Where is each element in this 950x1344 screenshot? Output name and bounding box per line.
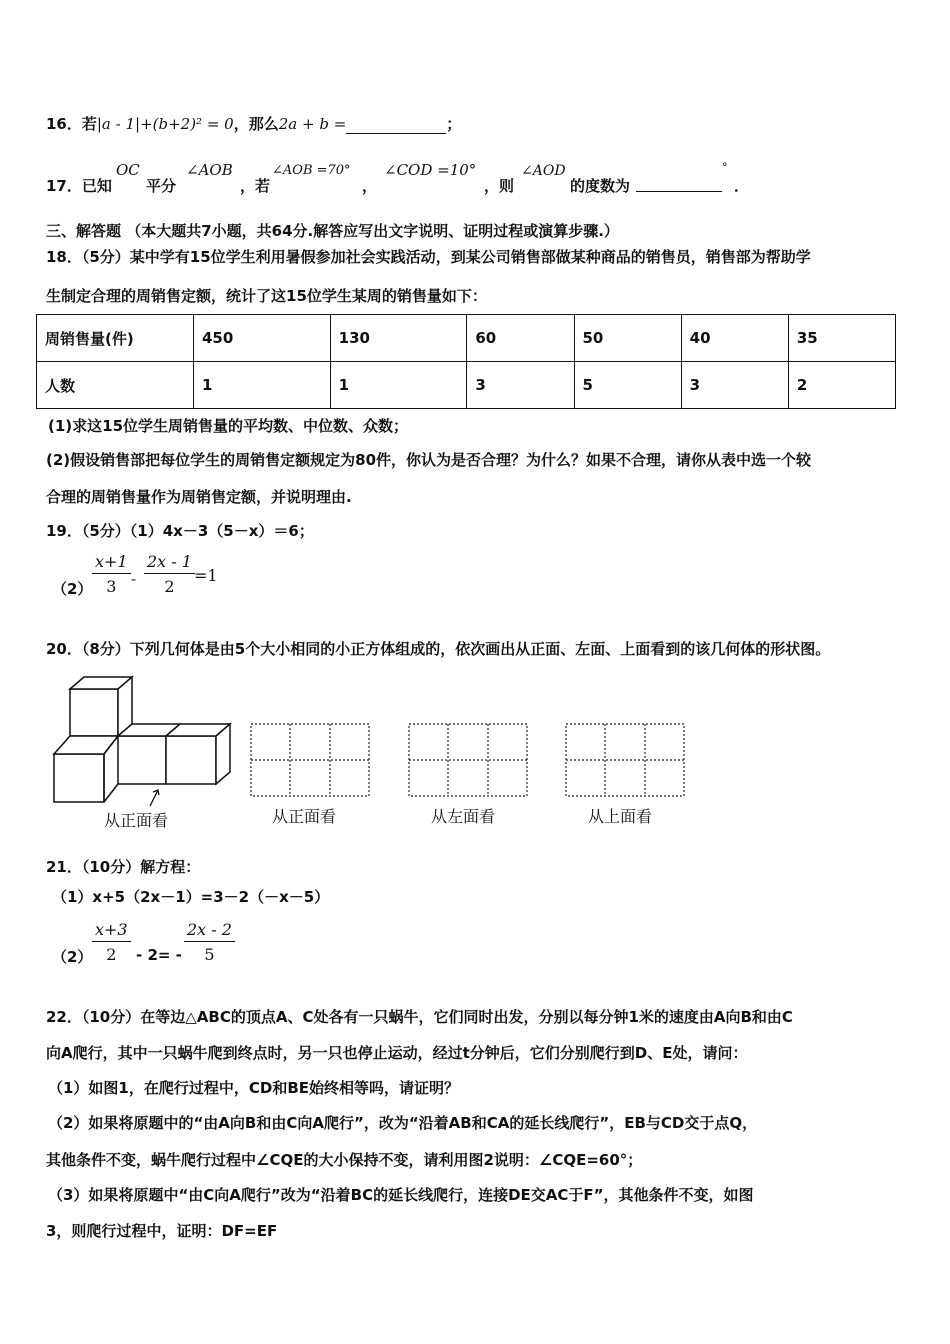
question-22-part-1: （1）如图1，在爬行过程中，CD和BE始终相等吗，请证明？ — [48, 1079, 460, 1097]
q21-fraction-2-numerator: 2x - 2 — [184, 920, 235, 942]
q17-text-3: ，则 — [484, 177, 515, 195]
q19-fraction-1-numerator: x+1 — [92, 552, 131, 574]
table-cell: 450 — [194, 315, 331, 362]
question-22-part-3: （3）如果将原题中“由C向A爬行”改为“沿着BC的延长线爬行，连接DE交AC于F”，其他条件不变，如图 — [48, 1186, 754, 1204]
question-18-part-2a: (2)假设销售部把每位学生的周销售定额规定为80件，你认为是否合理？为什么？如果不合理，请你从表中选一个较 — [46, 451, 812, 469]
grid-front-view[interactable] — [250, 723, 372, 799]
question-18-line-1: 18．（5分）某中学有15位学生利用暑假参加社会实践活动，到某公司销售部做某种商品的销售员，销售部为帮助学 — [46, 248, 811, 266]
question-18-part-1: (1)求这15位学生周销售量的平均数、中位数、众数； — [48, 417, 409, 435]
table-cell: 50 — [574, 315, 681, 362]
table-cell: 1 — [330, 362, 467, 409]
table-cell: 3 — [467, 362, 574, 409]
q16-label: 16．若 — [46, 115, 97, 133]
q21-fraction-2 — [184, 920, 235, 964]
q19-equals: =1 — [194, 566, 218, 585]
q19-minus: - — [131, 570, 137, 588]
caption-top-view: 从上面看 — [588, 807, 653, 826]
table-cell: 周销售量(件) — [37, 315, 194, 362]
q19-fraction-2 — [144, 552, 195, 596]
q16-expression: |a - 1|+(b+2)² = 0 — [96, 115, 234, 133]
q17-aod: ∠AOD — [521, 163, 566, 179]
q16-expression-2: 2a + b = — [278, 115, 347, 133]
question-20-line-1: 20．（8分）下列几何体是由5个大小相同的小正方体组成的，依次画出从正面、左面、上面看到的该几何体的形状图。 — [46, 640, 831, 658]
q17-text-1: 平分 — [146, 177, 177, 195]
cube-right-front — [166, 736, 216, 784]
grid-top-view[interactable] — [565, 723, 687, 799]
q16-text: ，那么 — [233, 115, 279, 133]
table-cell: 60 — [467, 315, 574, 362]
table-row — [37, 315, 896, 362]
cube-edge — [104, 784, 118, 802]
q19-fraction-1 — [92, 552, 131, 596]
q19-fraction-1-denominator: 3 — [106, 577, 117, 596]
table-cell: 2 — [788, 362, 895, 409]
question-22-part-3b: 3，则爬行过程中，证明：DF=EF — [46, 1222, 278, 1240]
q17-aob-70: ∠AOB =70° — [272, 163, 351, 178]
caption-front-view: 从正面看 — [272, 807, 337, 826]
question-21-line-1: 21．（10分）解方程： — [46, 858, 201, 876]
q21-fraction-1-denominator: 2 — [106, 945, 117, 964]
question-16 — [46, 113, 910, 134]
question-19-line-1: 19．（5分）（1）4x－3（5－x）＝6； — [46, 522, 314, 540]
table-cell: 130 — [330, 315, 467, 362]
q16-answer-blank[interactable] — [346, 117, 446, 134]
q17-end: ． — [734, 177, 750, 195]
question-17 — [46, 161, 910, 197]
q21-part-2-label: （2） — [52, 948, 93, 966]
question-21-part-1: （1）x+5（2x－1）=3－2（－x－5） — [52, 888, 330, 906]
table-cell: 3 — [681, 362, 788, 409]
q17-cod: ∠COD =10° — [384, 161, 477, 179]
table-cell: 40 — [681, 315, 788, 362]
question-18-line-2: 生制定合理的周销售定额，统计了这15位学生某周的销售量如下： — [46, 287, 487, 305]
question-22-part-2b: 其他条件不变，蜗牛爬行过程中∠CQE的大小保持不变，请利用图2说明：∠CQE=60°； — [46, 1151, 643, 1169]
question-19-part-2 — [52, 552, 910, 602]
question-22-part-2: （2）如果将原题中的“由A向B和由C向A爬行”，改为“沿着AB和CA的延长线爬行”，EB与CD交于点Q， — [48, 1114, 758, 1132]
q17-oc: OC — [116, 161, 140, 179]
question-21-part-2 — [52, 920, 910, 970]
q17-aob: ∠AOB — [186, 161, 233, 179]
table-cell: 5 — [574, 362, 681, 409]
q17-label: 17．已知 — [46, 177, 112, 195]
cube-top-front — [70, 689, 118, 736]
view-arrow — [150, 790, 158, 806]
table-cell: 35 — [788, 315, 895, 362]
q19-fraction-2-numerator: 2x - 1 — [144, 552, 195, 574]
q21-fraction-1 — [92, 920, 131, 964]
cube-bl-front — [54, 754, 104, 802]
cube-bl-top — [54, 736, 118, 754]
table-cell: 人数 — [37, 362, 194, 409]
sales-table — [36, 314, 896, 409]
cube-caption: 从正面看 — [104, 811, 169, 830]
q17-answer-blank[interactable] — [636, 175, 722, 192]
question-18-part-2b: 合理的周销售量作为周销售定额，并说明理由. — [46, 488, 352, 506]
table-cell: 1 — [194, 362, 331, 409]
question-22-line-2: 向A爬行，其中一只蜗牛爬到终点时，另一只也停止运动，经过t分钟后，它们分别爬行到D、E处，请问： — [46, 1044, 748, 1062]
cube-mid-front — [118, 736, 166, 784]
q19-fraction-2-denominator: 2 — [164, 577, 175, 596]
q21-fraction-2-denominator: 5 — [204, 945, 215, 964]
q21-fraction-1-numerator: x+3 — [92, 920, 131, 942]
q17-comma: ， — [362, 177, 378, 195]
q19-part-2-label: （2） — [52, 580, 93, 598]
q16-end: ； — [446, 115, 462, 133]
caption-left-view: 从左面看 — [431, 807, 496, 826]
q17-degree: ° — [722, 161, 728, 174]
q17-text-2: ，若 — [240, 177, 271, 195]
table-row — [37, 362, 896, 409]
grid-left-view[interactable] — [408, 723, 530, 799]
question-22-line-1: 22．（10分）在等边△ABC的顶点A、C处各有一只蜗牛，它们同时出发，分别以每分钟1米的速度由A向B和由C — [46, 1008, 793, 1026]
q17-text-4: 的度数为 — [570, 177, 631, 195]
q21-middle: - 2= - — [136, 946, 182, 964]
section-3-heading: 三、解答题 （本大题共7小题，共64分.解答应写出文字说明、证明过程或演算步骤.） — [46, 222, 619, 240]
